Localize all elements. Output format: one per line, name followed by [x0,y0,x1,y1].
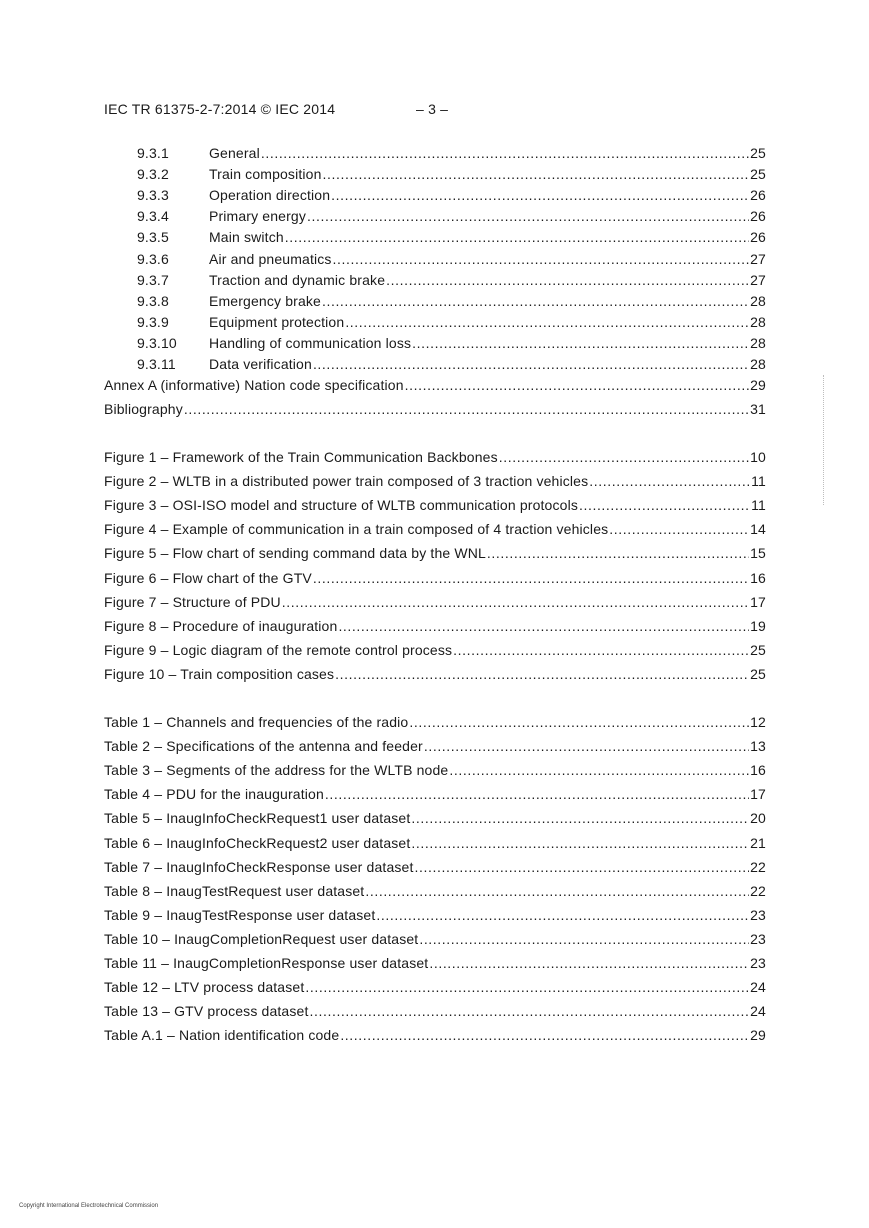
page-number: – 3 – [416,101,449,117]
toc-entry-title: Data verification [209,356,312,372]
toc-entry-title: Table 11 – InaugCompletionResponse user dataset [104,955,429,971]
toc-entry-page: 31 [750,401,766,417]
toc-dot-leader [449,761,749,779]
toc-entry-number: 9.3.2 [137,166,169,183]
toc-entry-number: 9.3.8 [137,292,169,309]
toc-entry-title: Emergency brake [209,292,321,309]
copyright-footer: Copyright International Electrotechnical Commission [19,1203,159,1209]
toc-entry-number: 9.3.3 [137,187,169,204]
toc-entry[interactable] [104,472,766,490]
toc-entry[interactable] [104,858,766,876]
toc-dot-leader [487,544,749,562]
toc-entry-page: 15 [750,545,766,562]
toc-entry-page: 17 [750,593,766,610]
toc-entry[interactable] [137,334,766,352]
toc-entry-title: Figure 2 – WLTB in a distributed power train composed of 3 traction vehicles [104,473,589,490]
toc-entry-page: 16 [750,569,766,586]
toc-entry[interactable] [104,906,766,924]
toc-entry-page: 23 [750,906,766,923]
toc-entry-page: 22 [750,882,766,899]
toc-dot-leader [405,376,749,394]
toc-dot-leader [424,737,749,755]
toc-entry-title: Equipment protection [209,313,345,330]
toc-entry-title: Table 6 – InaugInfoCheckRequest2 user dataset [104,834,411,851]
toc-entry-title: Primary energy [209,208,307,225]
toc-entry-page: 29 [750,1027,766,1044]
toc-entry-title: Figure 6 – Flow chart of the GTV [104,569,312,586]
toc-dot-leader [365,882,749,900]
toc-dot-leader [313,569,749,587]
toc-entry-page: 23 [750,930,766,947]
toc-dot-leader [261,144,749,162]
toc-entry[interactable] [104,496,766,514]
toc-entry[interactable] [104,569,766,587]
toc-entry-page: 11 [751,473,766,490]
toc-entry-page: 26 [750,229,766,246]
toc-entry-page: 25 [750,641,766,658]
toc-entry-page: 28 [750,292,766,309]
toc-dot-leader [333,250,750,268]
toc-dot-leader [579,496,750,514]
toc-entry-page: 29 [750,377,766,393]
toc-entry-page: 28 [750,334,766,351]
toc-entry-page: 10 [750,449,766,465]
toc-entry-page: 26 [750,208,766,225]
toc-dot-leader [338,617,749,635]
toc-dot-leader [307,207,749,225]
toc-entry-title: Figure 7 – Structure of PDU [104,593,281,610]
toc-entry-page: 16 [750,762,766,779]
toc-dot-leader [609,520,749,538]
toc-entry-title: Table A.1 – Nation identification code [104,1027,340,1044]
toc-dot-leader [499,448,749,466]
toc-dot-leader [184,400,749,418]
toc-dot-leader [340,1026,749,1044]
toc-dot-leader [335,665,749,683]
toc-entry-page: 27 [750,271,766,288]
toc-entry-page: 28 [750,356,766,372]
toc-entry-title: Bibliography [104,401,183,417]
toc-entry-title: Table 7 – InaugInfoCheckResponse user dataset [104,858,414,875]
toc-entry-title: Table 13 – GTV process dataset [104,1003,309,1020]
toc-entry-number: 9.3.7 [137,271,169,288]
toc-entry-title: Table 12 – LTV process dataset [104,979,305,996]
toc-entry-page: 25 [750,145,766,161]
toc-entry[interactable] [137,292,766,310]
toc-entry-title: Figure 8 – Procedure of inauguration [104,617,338,634]
toc-entry-number: 9.3.1 [137,145,169,161]
toc-entry-number: 9.3.5 [137,229,169,246]
toc-entry-title: Figure 5 – Flow chart of sending command data by the WNL [104,545,486,562]
toc-entry[interactable] [137,228,766,246]
toc-entry-page: 11 [751,497,766,514]
toc-entry-number: 9.3.11 [137,356,176,372]
toc-entry-page: 21 [750,834,766,851]
standard-reference: IEC TR 61375-2-7:2014 © IEC 2014 [104,101,336,117]
toc-entry[interactable] [104,1026,766,1044]
toc-entry[interactable] [104,978,766,996]
toc-entry-page: 27 [750,250,766,267]
toc-entry-page: 20 [750,810,766,827]
toc-entry-title: Figure 1 – Framework of the Train Communication Backbones [104,449,498,465]
toc-entry[interactable] [104,544,766,562]
toc-entry[interactable] [137,250,766,268]
toc-dot-leader [285,228,749,246]
toc-entry-title: Table 10 – InaugCompletionRequest user dataset [104,930,419,947]
toc-entry-title: Operation direction [209,187,331,204]
toc-entry-title: Figure 10 – Train composition cases [104,665,335,682]
toc-entry[interactable] [104,761,766,779]
toc-entry[interactable] [104,809,766,827]
toc-entry-title: Figure 9 – Logic diagram of the remote control process [104,641,453,658]
toc-dot-leader [345,313,749,331]
toc-entry[interactable] [104,737,766,755]
toc-dot-leader [411,809,749,827]
toc-entry-number: 9.3.10 [137,334,177,351]
toc-entry-title: Figure 3 – OSI-ISO model and structure of WLTB communication protocols [104,497,578,514]
toc-dot-leader [325,785,749,803]
toc-entry-number: 9.3.9 [137,313,169,330]
toc-dot-leader [376,906,749,924]
toc-entry[interactable] [104,785,766,803]
toc-entry-page: 14 [750,521,766,538]
margin-watermark [823,375,825,505]
toc-dot-leader [331,186,749,204]
toc-dot-leader [411,834,749,852]
toc-entry[interactable] [104,376,766,394]
toc-entry-title: Table 5 – InaugInfoCheckRequest1 user dataset [104,810,411,827]
toc-entry[interactable] [104,448,766,466]
toc-dot-leader [415,858,750,876]
toc-entry-title: General [209,145,260,161]
toc-dot-leader [322,292,749,310]
toc-entry-page: 12 [750,714,766,730]
toc-dot-leader [589,472,750,490]
toc-entry[interactable] [137,271,766,289]
page-header [104,101,449,117]
toc-entry-number: 9.3.4 [137,208,169,225]
toc-dot-leader [310,1002,750,1020]
toc-entry[interactable] [104,882,766,900]
toc-entry-title: Table 4 – PDU for the inauguration [104,786,324,803]
toc-entry-page: 23 [750,955,766,971]
toc-entry-page: 26 [750,187,766,204]
toc-entry[interactable] [104,617,766,635]
toc-entry-title: Traction and dynamic brake [209,271,386,288]
toc-entry-title: Train composition [209,166,322,183]
toc-entry-page: 24 [750,979,766,996]
toc-entry[interactable] [104,834,766,852]
toc-entry-page: 25 [750,665,766,682]
toc-dot-leader [305,978,749,996]
toc-entry-number: 9.3.6 [137,250,169,267]
toc-entry[interactable] [104,954,766,972]
toc-entry[interactable] [137,165,766,183]
toc-dot-leader [412,334,749,352]
toc-entry[interactable] [137,144,766,162]
toc-entry[interactable] [104,520,766,538]
toc-entry-title: Air and pneumatics [209,250,332,267]
toc-entry-page: 22 [750,858,766,875]
toc-entry[interactable] [104,400,766,418]
toc-dot-leader [409,713,749,731]
toc-entry-page: 19 [750,617,766,634]
toc-dot-leader [282,593,749,611]
toc-entry-page: 28 [750,313,766,330]
toc-entry-page: 13 [750,738,766,755]
toc-entry-title: Table 3 – Segments of the address for the WLTB node [104,762,449,779]
toc-entry[interactable] [137,186,766,204]
toc-entry-title: Table 1 – Channels and frequencies of the radio [104,714,409,730]
toc-entry-title: Annex A (informative) Nation code specification [104,377,404,393]
toc-entry[interactable] [104,641,766,659]
toc-entry[interactable] [137,207,766,225]
toc-dot-leader [419,930,749,948]
toc-entry[interactable] [137,355,766,373]
toc-entry-page: 17 [750,786,766,803]
toc-entry-page: 24 [750,1003,766,1020]
toc-dot-leader [323,165,750,183]
toc-entry[interactable] [104,713,766,731]
toc-entry-page: 25 [750,166,766,183]
toc-dot-leader [429,954,749,972]
toc-entry-title: Table 2 – Specifications of the antenna and feeder [104,738,423,755]
toc-entry[interactable] [104,930,766,948]
toc-dot-leader [453,641,749,659]
toc-entry[interactable] [104,1002,766,1020]
toc-entry-title: Handling of communication loss [209,334,412,351]
toc-entry[interactable] [104,665,766,683]
toc-entry-title: Figure 4 – Example of communication in a train composed of 4 traction vehicles [104,521,609,538]
toc-entry[interactable] [104,593,766,611]
toc-entry-title: Table 9 – InaugTestResponse user dataset [104,906,376,923]
toc-entry[interactable] [137,313,766,331]
toc-entry-title: Main switch [209,229,284,246]
toc-dot-leader [313,355,749,373]
toc-dot-leader [386,271,749,289]
toc-entry-title: Table 8 – InaugTestRequest user dataset [104,882,365,899]
